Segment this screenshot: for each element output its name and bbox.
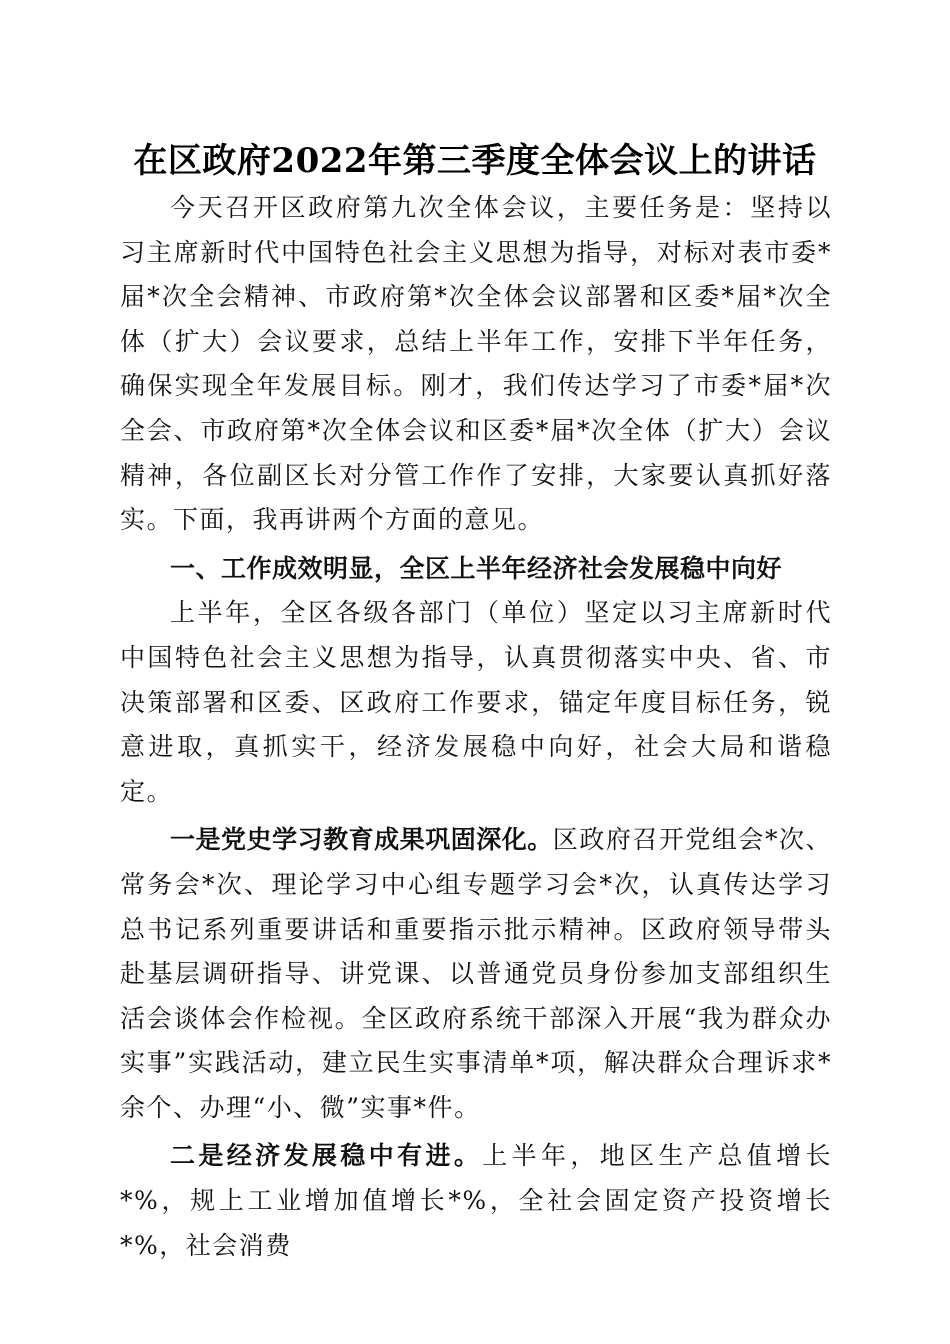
item-text-1: 区政府召开党组会*次、常务会*次、理论学习中心组专题学习会*次，认真传达学习总书记系列重要讲话和重要指示批示精神。区政府领导带头赴基层调研指导、讲党课、以普通党员身份参加支部组织生活会谈体会作检视。全区政府系统干部深入开展“我为群众办实事”实践活动，建立民生实事清单*项，解决群众合理诉求*余个、办理“小、微”实事*件。: [120, 825, 832, 1122]
document-body: [120, 186, 832, 1268]
document-title: 在区政府2022年第三季度全体会议上的讲话: [133, 141, 817, 181]
item-paragraph-1: [120, 818, 832, 1130]
item-lead-1: 一是党史学习教育成果巩固深化。: [170, 825, 553, 855]
item-lead-2: 二是经济发展稳中有进。: [170, 1141, 483, 1171]
intro-paragraph: 今天召开区政府第九次全体会议，主要任务是：坚持以习主席新时代中国特色社会主义思想为指导，对标对表市委*届*次全会精神、市政府第*次全体会议部署和区委*届*次全体（扩大）会议要求，总结上半年工作，安排下半年任务，确保实现全年发展目标。刚才，我们传达学习了市委*届*次全会、市政府第*次全体会议和区委*届*次全体（扩大）会议精神，各位副区长对分管工作作了安排，大家要认真抓好落实。下面，我再讲两个方面的意见。: [120, 193, 832, 535]
section-heading-1: 一、工作成效明显，全区上半年经济社会发展稳中向好: [170, 553, 783, 583]
item-text-2: 上半年，地区生产总值增长*%，规上工业增加值增长*%，全社会固定资产投资增长*%，社会消费: [120, 1141, 832, 1260]
section-summary-paragraph: 上半年，全区各级各部门（单位）坚定以习主席新时代中国特色社会主义思想为指导，认真贯彻落实中央、省、市决策部署和区委、区政府工作要求，锚定年度目标任务，锐意进取，真抓实干，经济发展稳中向好，社会大局和谐稳定。: [120, 598, 832, 806]
item-paragraph-2: [120, 1134, 832, 1268]
